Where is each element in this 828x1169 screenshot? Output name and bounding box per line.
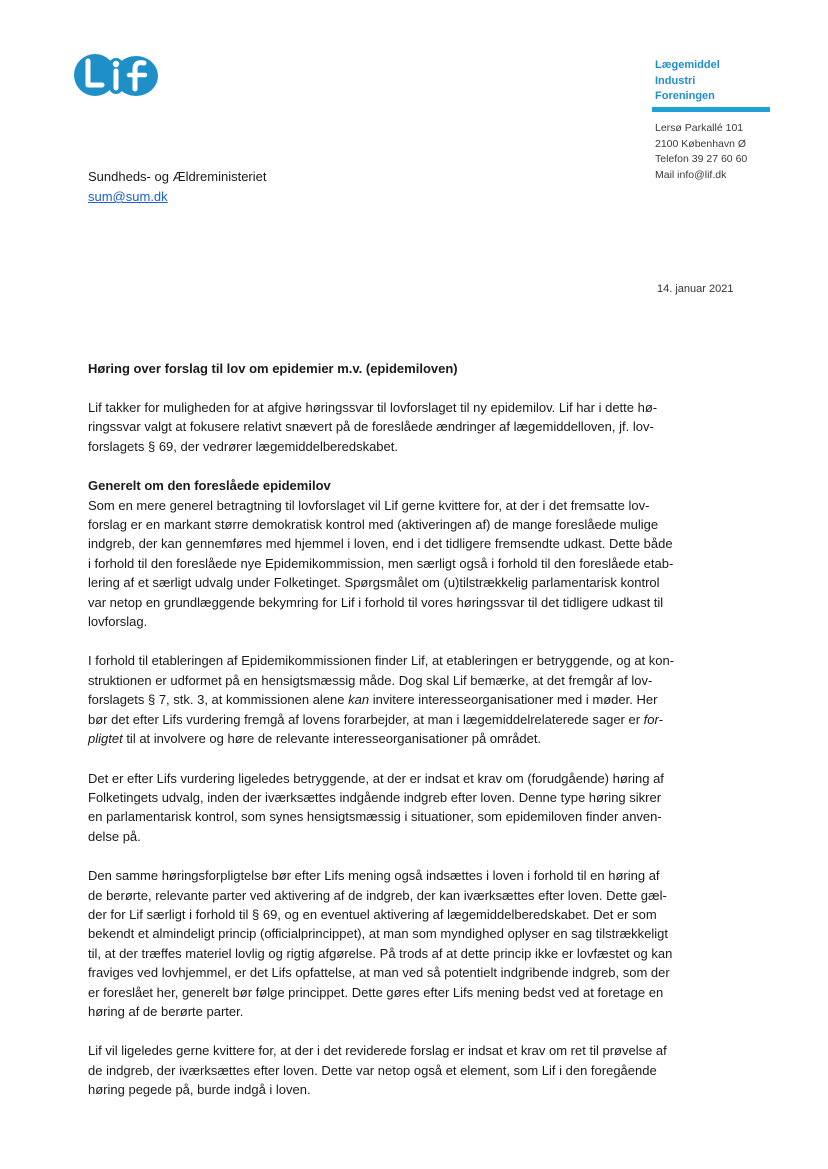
text-line: Lif takker for muligheden for at afgive høringssvar til lovforslaget til ny epidemilov. Lif har i dette hø- bbox=[88, 400, 658, 415]
text-line: struktionen er udformet på en hensigtsmæssig måde. Dog skal Lif bemærke, at det fremgår af lov- bbox=[88, 672, 653, 688]
address-line: Telefon 39 27 60 60 bbox=[655, 153, 748, 165]
text-line: er foreslået her, generelt bør følge princippet. Dette gøres efter Lifs mening bedst ved at foretage en bbox=[88, 984, 664, 1000]
paragraph bbox=[88, 496, 724, 632]
text-line: fraviges ved lovhjemmel, er det Lifs opfattelse, at man ved så potentielt indgribende indgreb, som der bbox=[88, 965, 670, 981]
org-line: Foreningen bbox=[655, 90, 715, 102]
text-line bbox=[88, 729, 724, 748]
paragraph bbox=[88, 866, 724, 1021]
text-line: ringssvar valgt at fokusere relativt snævert på de foreslåede ændringer af lægemiddelloven, jf. lov- bbox=[88, 419, 654, 435]
text-line bbox=[88, 710, 724, 729]
text-line: der for Lif særligt i forhold til § 69, og en eventuel aktivering af lægemiddelberedskabet. Det er som bbox=[88, 906, 657, 922]
address-line: Lersø Parkallé 101 bbox=[655, 122, 744, 134]
recipient-name: Sundheds- og Ældreministeriet bbox=[88, 169, 267, 184]
text-line: en parlamentarisk kontrol, som synes hensigtsmæssig i situationer, som epidemiloven finder anven- bbox=[88, 809, 662, 825]
letter-date: 14. januar 2021 bbox=[657, 283, 734, 295]
emphasis-text: pligtet bbox=[88, 731, 123, 747]
lif-logo bbox=[74, 52, 158, 98]
text-line: de berørte, relevante parter ved aktivering af de indgreb, der kan iværksættes efter loven. Dette gæl- bbox=[88, 887, 667, 903]
text-line: Folketingets udvalg, inden der iværksættes indgående indgreb efter loven. Denne type høring sikrer bbox=[88, 789, 662, 805]
org-line: Industri bbox=[655, 74, 696, 87]
text-line: Det er efter Lifs vurdering ligeledes betryggende, at der er indsat et krav om (forudgående) høring af bbox=[88, 770, 664, 786]
text-line: Den samme høringsforpligtelse bør efter Lifs mening også indsættes i loven i forhold til en høring af bbox=[88, 868, 660, 884]
paragraph bbox=[88, 769, 724, 847]
text-line: høring pegede på, burde indgå i loven. bbox=[88, 1082, 311, 1098]
recipient-email-link[interactable]: sum@sum.dk bbox=[88, 189, 168, 204]
text-line: delse på. bbox=[88, 828, 141, 844]
address-line: Mail info@lif.dk bbox=[655, 168, 727, 181]
text-segment: til at involvere og høre de relevante interesseorganisationer på området. bbox=[122, 731, 542, 747]
paragraph bbox=[88, 1041, 724, 1099]
text-segment: bør det efter Lifs vurdering fremgå af lovens forarbejder, at man i lægemiddelrelaterede sager er bbox=[88, 711, 644, 727]
letter-body bbox=[88, 398, 724, 1120]
text-line: I forhold til etableringen af Epidemikommissionen finder Lif, at etableringen er betryggende, og at kon- bbox=[88, 653, 675, 669]
paragraph bbox=[88, 398, 724, 456]
text-line: i forhold til den foreslåede nye Epidemikommission, men særligt også i forhold til den foreslåede etab- bbox=[88, 555, 674, 571]
header-divider bbox=[652, 107, 770, 112]
text-line: forslagets § 69, der vedrører lægemiddelberedskabet. bbox=[88, 438, 398, 454]
text-line: Som en mere generel betragtning til lovforslaget vil Lif gerne kvittere for, at der i det fremsatte lov- bbox=[88, 497, 650, 513]
emphasis-text: for- bbox=[643, 711, 663, 727]
text-line: til, at der træffes materiel lovlig og rigtig afgørelse. På trods af at dette princip ikke er lovfæstet og kan bbox=[88, 945, 673, 961]
text-line: høring af de berørte parter. bbox=[88, 1003, 244, 1019]
text-line: var netop en grundlæggende bekymring for Lif i forhold til vores høringssvar til det tidligere udkast til bbox=[88, 594, 664, 610]
text-line bbox=[88, 690, 724, 709]
text-line: indgreb, der kan gennemføres med hjemmel i loven, end i det tidligere fremsendte udkast. Dette både bbox=[88, 536, 673, 552]
text-line: bekendt et almindeligt princip (officialprincippet), at man som myndighed oplyser en sag tilstrækkeligt bbox=[88, 926, 668, 942]
text-line: lering af et særligt udvalg under Folketinget. Spørgsmålet om (u)tilstrækkelig parlamentarisk kontrol bbox=[88, 575, 660, 591]
address-line: 2100 København Ø bbox=[655, 137, 747, 150]
paragraph bbox=[88, 651, 724, 748]
text-line: Lif vil ligeledes gerne kvittere for, at der i det reviderede forslag er indsat et krav om ret til prøvelse af bbox=[88, 1043, 667, 1059]
text-segment: forslagets § 7, stk. 3, at kommissionen alene bbox=[88, 692, 349, 708]
text-line: lovforslag. bbox=[88, 614, 148, 630]
emphasis-text: kan bbox=[348, 692, 370, 708]
org-line: Lægemiddel bbox=[655, 59, 720, 71]
recipient-block bbox=[88, 167, 266, 207]
text-line: de indgreb, der iværksættes efter loven. Dette var netop også et element, som Lif i den foregående bbox=[88, 1062, 657, 1078]
organization-name bbox=[655, 58, 720, 105]
section-heading: Generelt om den foreslåede epidemilov bbox=[88, 478, 331, 494]
letter-subject: Høring over forslag til lov om epidemier m.v. (epidemiloven) bbox=[88, 361, 458, 376]
text-line: forslag er en markant større demokratisk kontrol med (aktiveringen af) de mange foreslåede mulige bbox=[88, 517, 659, 533]
text-segment: invitere interesseorganisationer med i møder. Her bbox=[369, 692, 658, 708]
sender-address bbox=[655, 121, 747, 183]
